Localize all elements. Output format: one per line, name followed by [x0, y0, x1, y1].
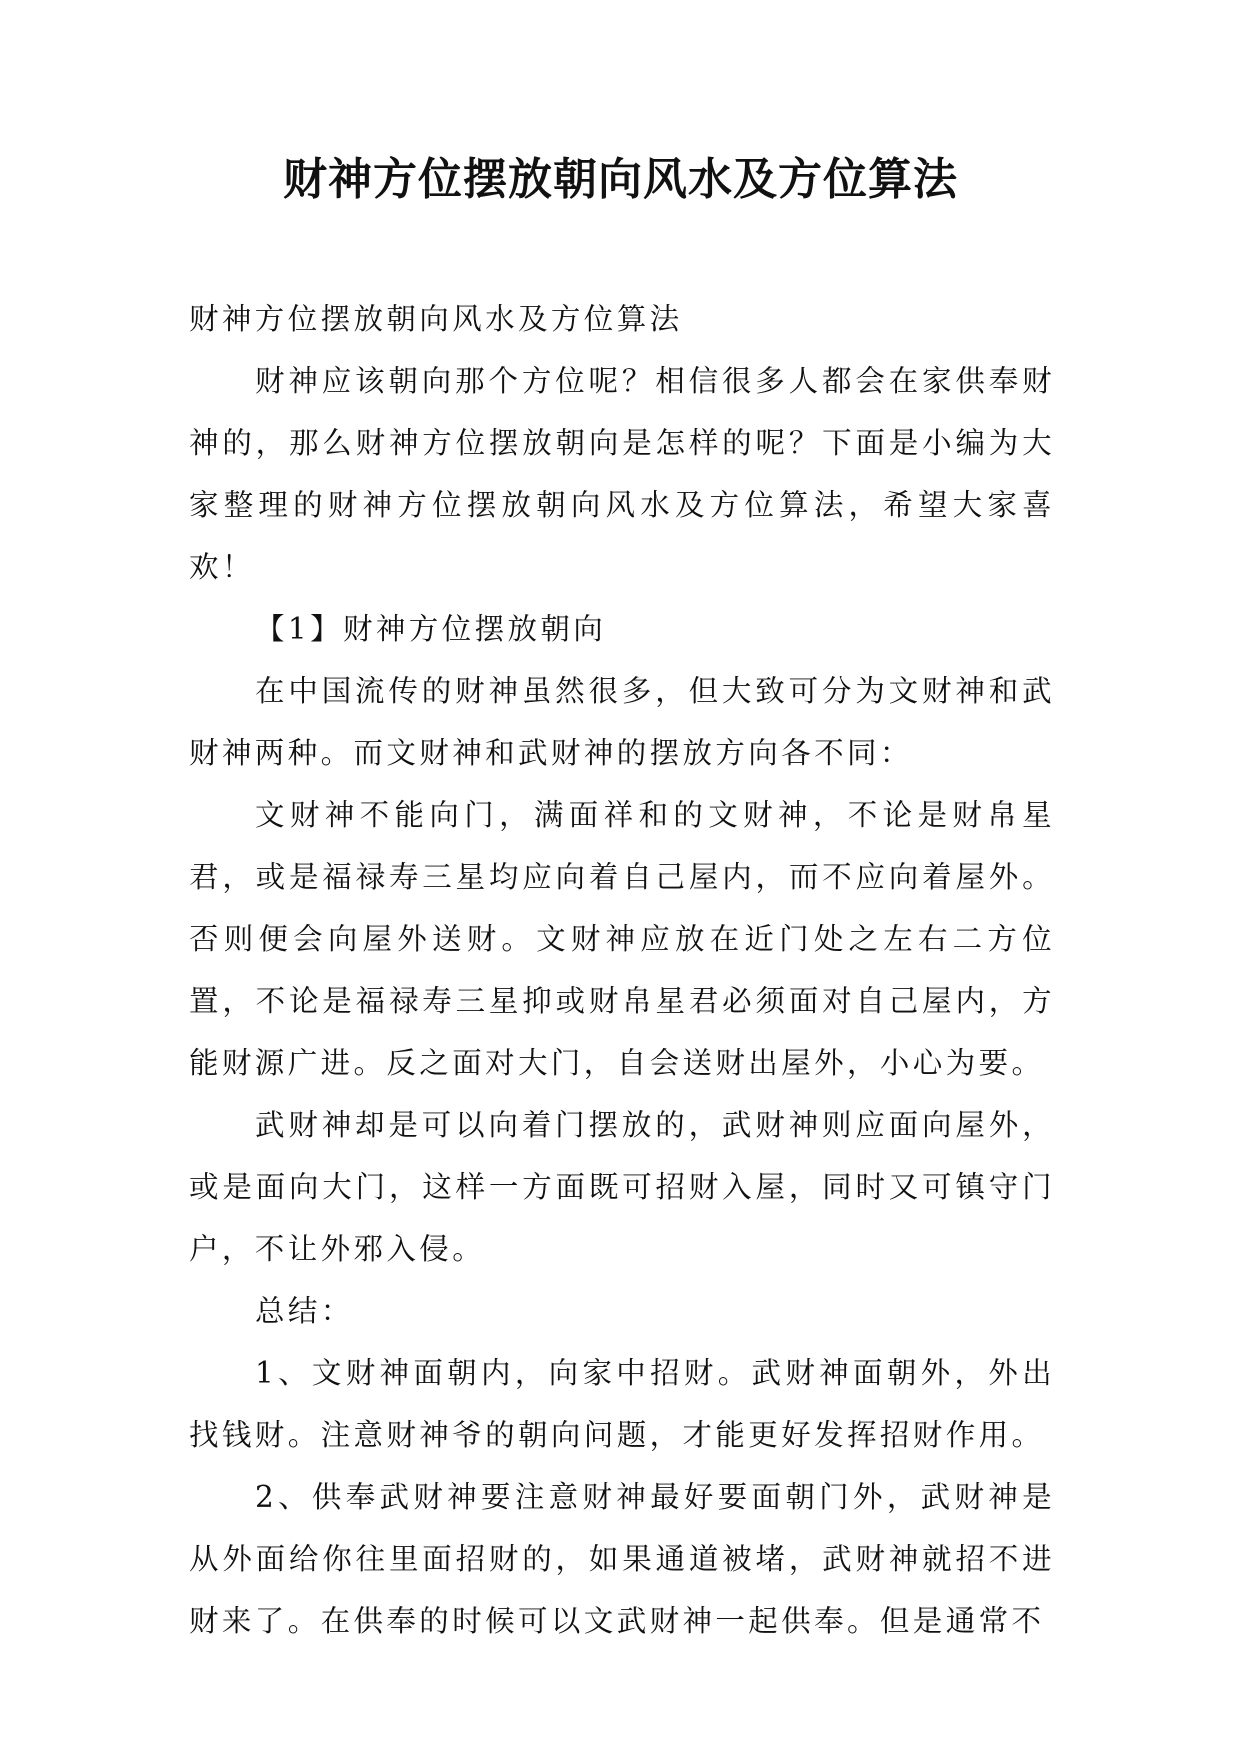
body-paragraph: 在中国流传的财神虽然很多，但大致可分为文财神和武财神两种。而文财神和武财神的摆放方向各不同： — [189, 674, 1055, 770]
summary-item: 2、供奉武财神要注意财神最好要面朝门外，武财神是从外面给你往里面招财的，如果通道被堵，武财神就招不进财来了。在供奉的时候可以文武财神一起供奉。但是通常不 — [189, 1480, 1055, 1638]
subtitle-paragraph: 财神方位摆放朝向风水及方位算法 — [189, 302, 683, 336]
section-heading: 【1】财神方位摆放朝向 — [255, 612, 607, 646]
body-paragraph: 文财神不能向门，满面祥和的文财神，不论是财帛星君，或是福禄寿三星均应向着自己屋内，而不应向着屋外。否则便会向屋外送财。文财神应放在近门处之左右二方位置，不论是福禄寿三星抑或财帛星君必须面对自己屋内，方能财源广进。反之面对大门，自会送财出屋外，小心为要。 — [189, 798, 1055, 1080]
document-title: 财神方位摆放朝向风水及方位算法 — [283, 154, 958, 205]
summary-item: 1、文财神面朝内，向家中招财。武财神面朝外，外出找钱财。注意财神爷的朝向问题，才能更好发挥招财作用。 — [189, 1356, 1055, 1452]
intro-paragraph: 财神应该朝向那个方位呢？相信很多人都会在家供奉财神的，那么财神方位摆放朝向是怎样的呢？下面是小编为大家整理的财神方位摆放朝向风水及方位算法，希望大家喜欢！ — [189, 364, 1055, 584]
body-paragraph: 武财神却是可以向着门摆放的，武财神则应面向屋外，或是面向大门，这样一方面既可招财入屋，同时又可镇守门户，不让外邪入侵。 — [189, 1108, 1055, 1266]
summary-heading: 总结： — [255, 1294, 354, 1328]
document-body — [189, 288, 1055, 1652]
